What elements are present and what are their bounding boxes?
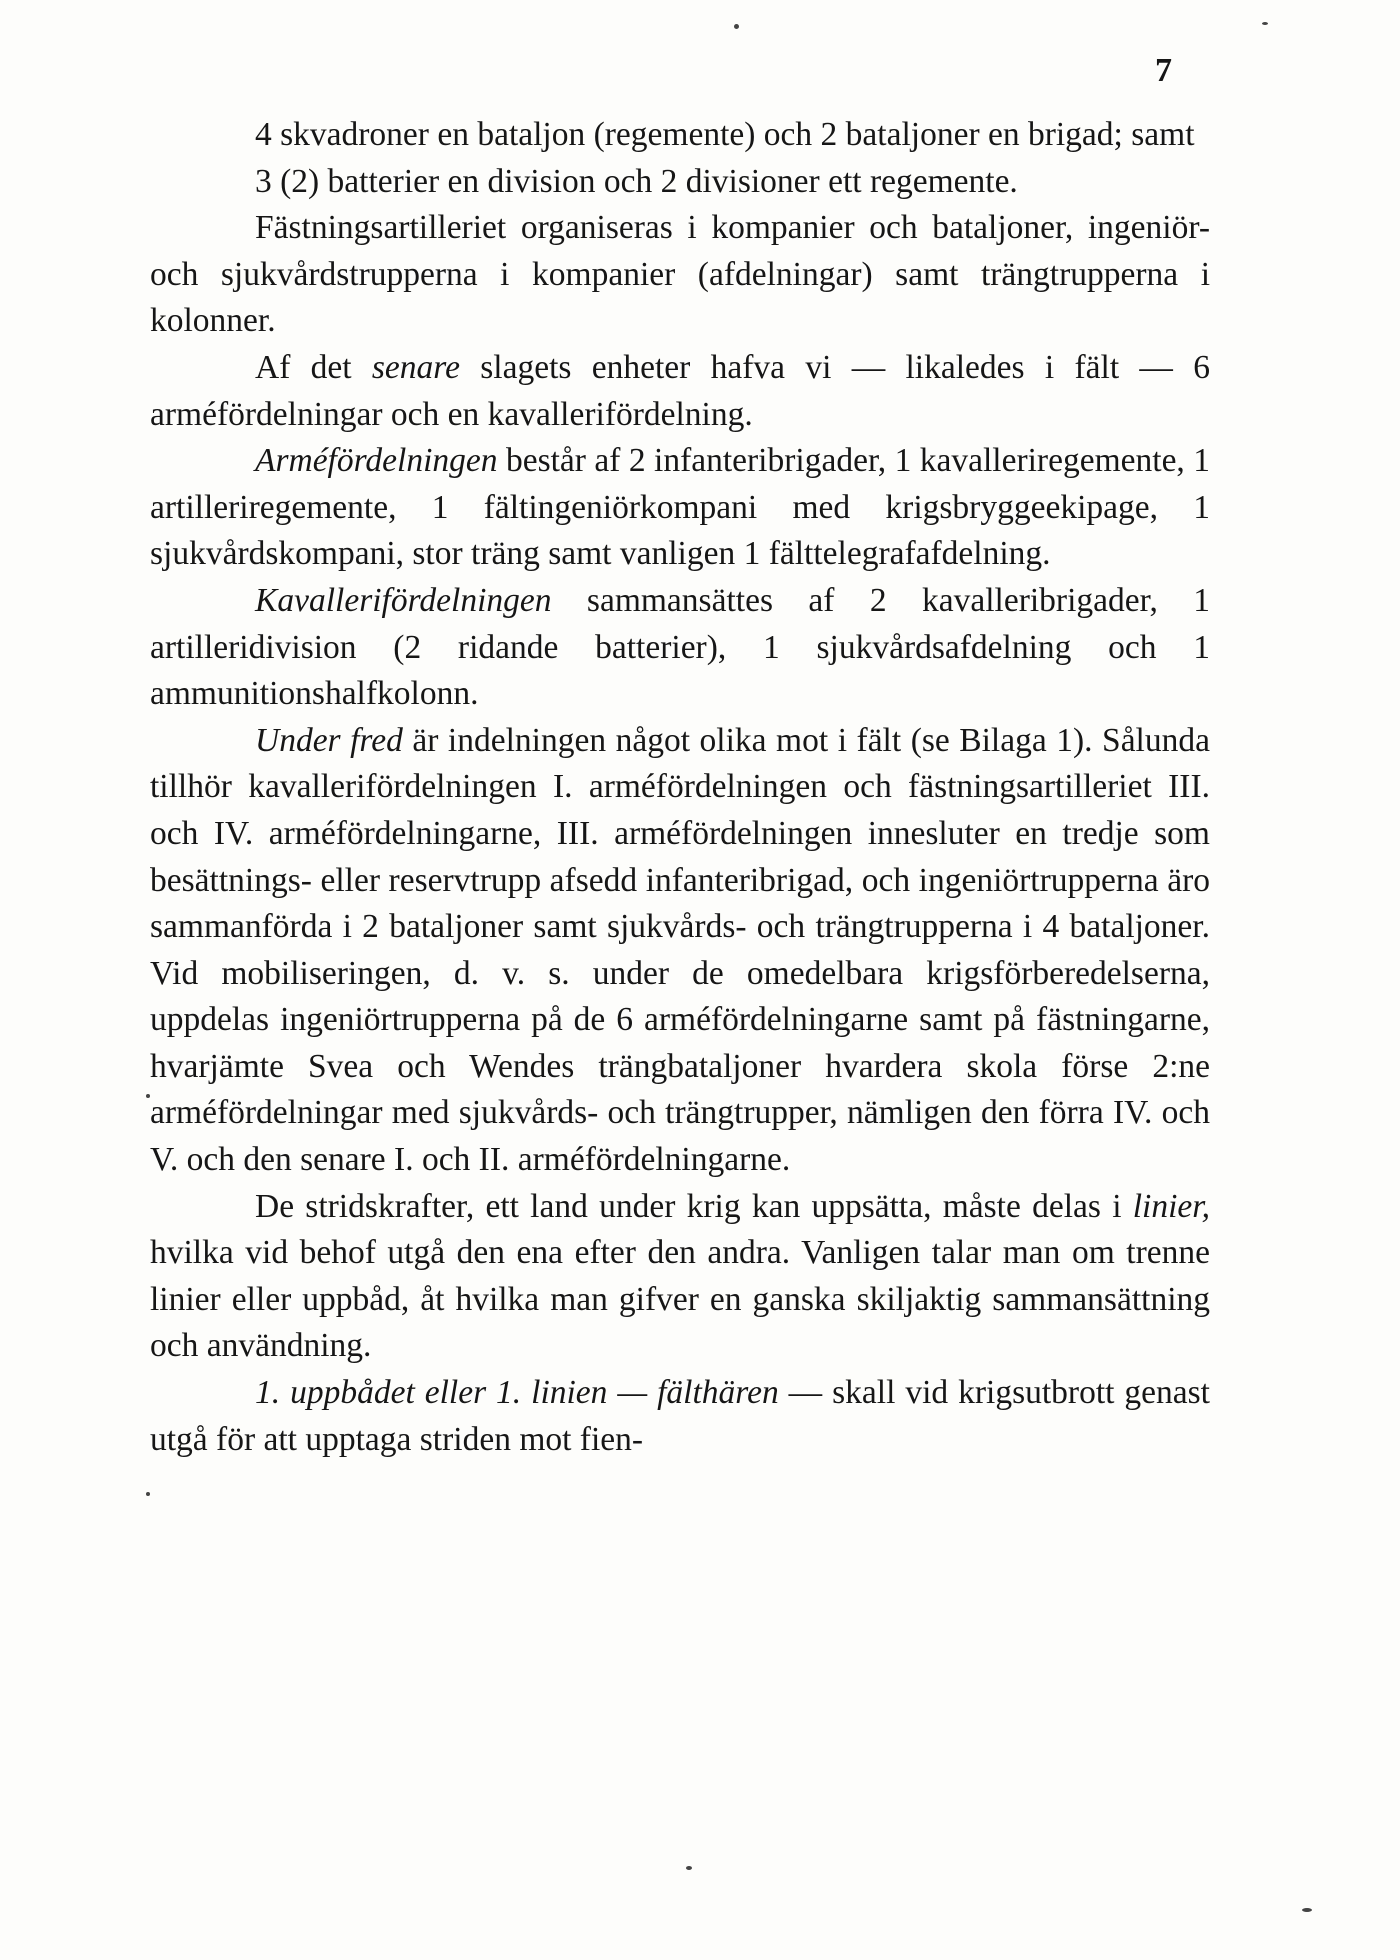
text-run: slagets enheter hafva vi — likaledes i fält — 6 arméfördelningar och en kavallerifördelning. <box>150 348 1210 433</box>
text-run: är indelningen något olika mot i fält (se Bilaga 1). Sålunda tillhör kavallerifördelningen I. arméfördelningen och fästningsartilleriet III. och IV. arméfördelningarne, III. arméfördelningen innesluter en tredje som besättnings- eller reservtrupp afsedd infanteribrigad, och ingeniörtrupperna äro sammanförda i 2 bataljoner samt sjukvårds- och trängtrupperna i 4 bataljoner. Vid mobiliseringen, d. v. s. under de omedelbara krigsförberedelserna, uppdelas ingeniörtrupperna på de 6 arméfördelningarne samt på fästningarne, hvarjämte Svea och Wendes trängbataljoner hvardera skola förse 2:ne arméfördelningar med sjukvårds- och trängtrupper, nämligen den förra IV. och V. och den senare I. och II. arméfördelningarne. <box>150 721 1210 1179</box>
text-run: De stridskrafter, ett land under krig kan uppsätta, måste delas i <box>255 1187 1133 1225</box>
page-number: 7 <box>1155 52 1172 89</box>
paragraph <box>150 438 1210 578</box>
paragraph <box>150 159 1210 206</box>
paragraph <box>150 1184 1210 1370</box>
scan-speck <box>734 24 739 29</box>
italic-run: Kavallerifördelningen <box>255 581 552 619</box>
text-run: 3 (2) batterier en division och 2 divisioner ett regemente. <box>255 162 1018 200</box>
italic-run: Arméfördelningen <box>255 442 498 480</box>
text-run: 4 skvadroner en bataljon (regemente) och 2 bataljoner en brigad; samt <box>255 116 1195 153</box>
paragraph <box>150 718 1210 1184</box>
paragraph <box>150 1370 1210 1463</box>
scan-speck <box>146 1492 150 1496</box>
scan-speck <box>686 1866 692 1870</box>
text-run: består af 2 infanteribrigader, 1 kavalleriregemente, 1 artilleriregemente, 1 fältingeniörkompani med krigsbryggeekipage, 1 sjukvårdskompani, stor träng samt vanligen 1 fälttelegrafafdelning. <box>150 442 1210 573</box>
italic-run: 1. uppbådet eller 1. linien — fälthären <box>255 1374 779 1412</box>
italic-run: Under fred <box>255 721 403 759</box>
paragraph <box>150 578 1210 718</box>
italic-run: senare <box>371 348 460 386</box>
paragraph <box>150 205 1210 345</box>
text-run: hvilka vid behof utgå den ena efter den andra. Vanligen talar man om trenne linier eller uppbåd, åt hvilka man gifver en ganska skiljaktig sammansättning och användning. <box>150 1234 1210 1365</box>
text-run: — skall vid krigsutbrott genast utgå för att upptaga striden mot fien- <box>150 1374 1210 1458</box>
scan-speck <box>1302 1908 1312 1912</box>
paragraph <box>150 345 1210 438</box>
scan-speck <box>146 1094 150 1098</box>
paragraph <box>150 112 1210 159</box>
scan-speck <box>1262 22 1268 25</box>
body-text <box>150 112 1210 1463</box>
text-run: Fästningsartilleriet organiseras i kompanier och bataljoner, ingeniör- och sjukvårdstrupperna i kompanier (afdelningar) samt trängtrupperna i kolonner. <box>150 209 1210 340</box>
text-run: sammansättes af 2 kavalleribrigader, 1 artilleridivision (2 ridande batterier), 1 sjukvårdsafdelning och 1 ammunitionshalfkolonn. <box>150 581 1210 713</box>
italic-run: linier, <box>1132 1187 1210 1225</box>
text-run: Af det <box>255 348 372 386</box>
